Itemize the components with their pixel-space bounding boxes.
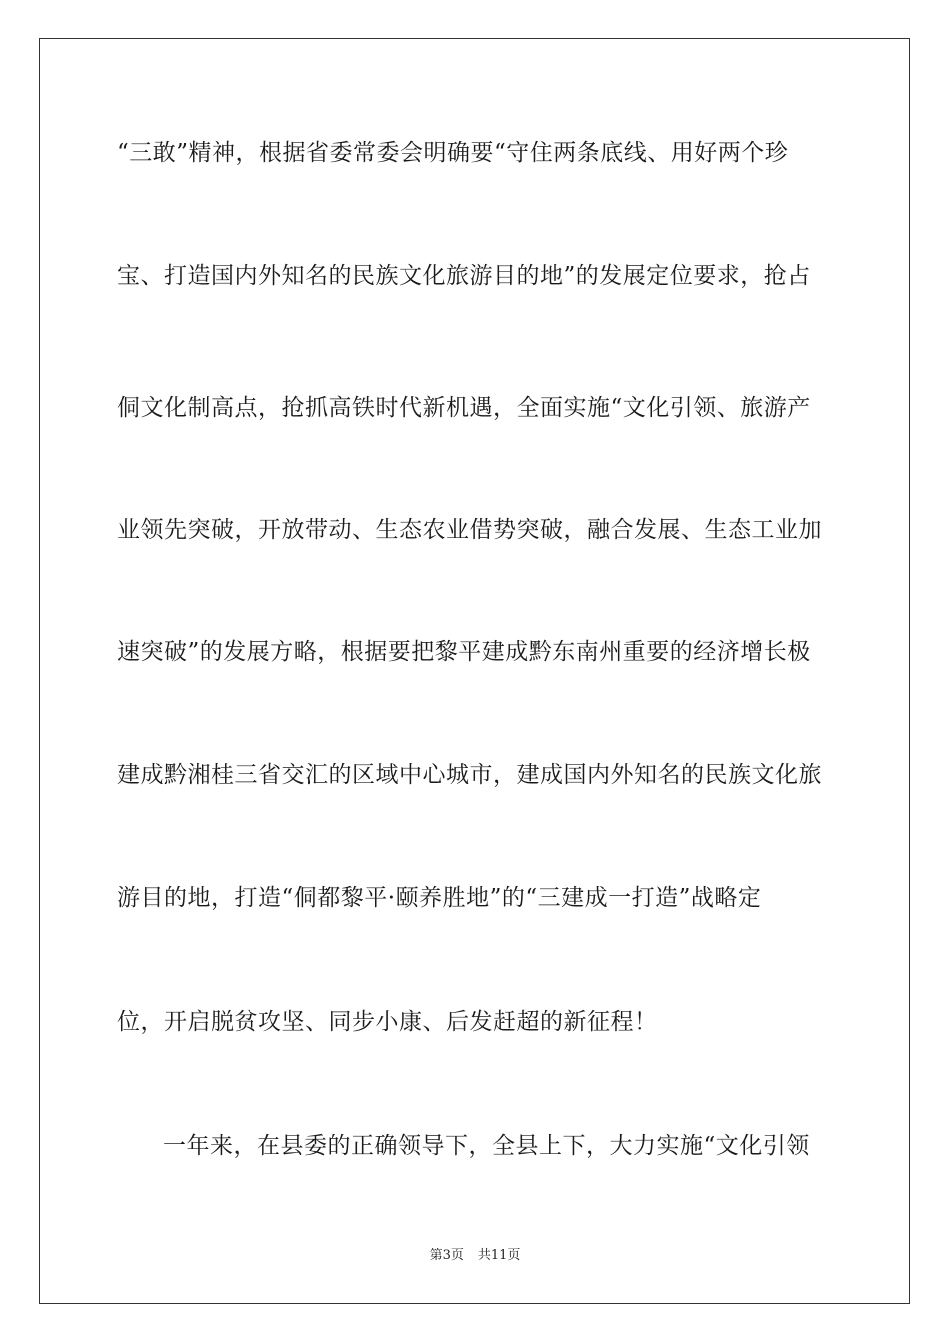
paragraph-first-line: 一年来，在县委的正确领导下，全县上下，大力实施“文化引领 (163, 1133, 810, 1159)
text-line: “三敢”精神，根据省委常委会明确要“守住两条底线、用好两个珍 (117, 140, 789, 166)
page-border (39, 38, 910, 1304)
page-total: 共11页 (477, 1248, 521, 1263)
text-line: 侗文化制高点，抢抓高铁时代新机遇，全面实施“文化引领、旅游产 (117, 395, 811, 421)
text-line: 业领先突破，开放带动、生态农业借势突破，融合发展、生态工业加 (117, 517, 822, 543)
text-line: 位，开启脱贫攻坚、同步小康、后发赶超的新征程！ (117, 1009, 658, 1035)
text-line: 速突破”的发展方略，根据要把黎平建成黔东南州重要的经济增长极 (117, 639, 811, 665)
text-line: 宝、打造国内外知名的民族文化旅游目的地”的发展定位要求，抢占 (117, 263, 811, 289)
text-line: 游目的地，打造“侗都黎平·颐养胜地”的“三建成一打造”战略定 (117, 885, 762, 911)
page-footer (0, 1248, 950, 1264)
page-number: 第3页 (429, 1248, 464, 1263)
text-line: 建成黔湘桂三省交汇的区域中心城市，建成国内外知名的民族文化旅 (117, 762, 822, 788)
